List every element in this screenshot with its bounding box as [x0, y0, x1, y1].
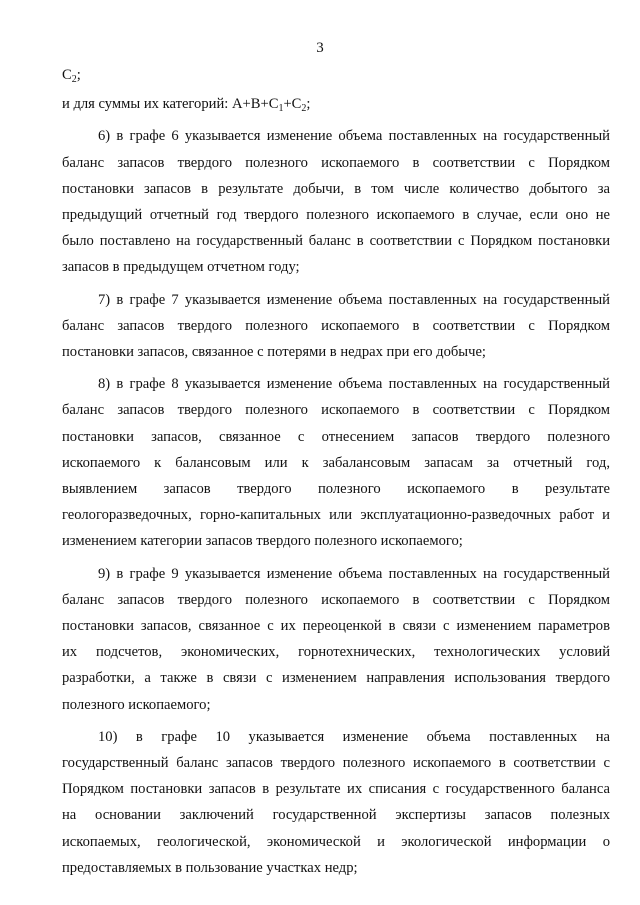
sum-subscript-1: 1	[278, 103, 284, 115]
paragraph-line: постановки запасов, связанное с потерями в недрах при его добыче;	[62, 344, 486, 361]
paragraph-line: полезного ископаемого;	[62, 696, 211, 713]
paragraph-line: предыдущий отчетный год твердого полезного ископаемого в случае, если оно не	[62, 207, 610, 224]
paragraph-line: разработки, а также в связи с изменением направления использования твердого	[62, 670, 610, 687]
paragraph-line: Порядком постановки запасов в результате их списания с государственного баланса	[62, 781, 610, 798]
paragraph-p10	[62, 724, 610, 881]
paragraph-line: на основании заключений государственной экспертизы запасов полезных	[62, 807, 610, 824]
paragraph-line: баланс запасов твердого полезного ископаемого в соответствии с Порядком	[62, 402, 610, 419]
paragraph-line: предоставляемых в пользование участках недр;	[62, 859, 358, 876]
paragraph-line: ископаемых, геологической, экономической и экологической информации о	[62, 833, 610, 850]
c2-subscript: 2	[71, 74, 77, 85]
sum-subscript-2: 2	[301, 103, 307, 115]
intro-sum-line	[62, 91, 610, 117]
paragraph-line: их подсчетов, экономических, горнотехнических, технологических условий	[62, 644, 610, 661]
paragraph-line: баланс запасов твердого полезного ископаемого в соответствии с Порядком	[62, 591, 610, 608]
paragraph-line: постановки запасов, связанное с их переоценкой в связи с изменением параметров	[62, 618, 610, 635]
paragraph-line: 9) в графе 9 указывается изменение объема поставленных на государственный	[98, 565, 610, 582]
intro-c2-line	[62, 62, 610, 88]
c2-prefix: C	[62, 67, 72, 83]
paragraph-p9	[62, 561, 610, 718]
paragraph-list	[62, 123, 610, 881]
paragraph-line: 8) в графе 8 указывается изменение объема поставленных на государственный	[98, 376, 610, 393]
paragraph-line: баланс запасов твердого полезного ископаемого в соответствии с Порядком	[62, 317, 610, 334]
paragraph-line: баланс запасов твердого полезного ископаемого в соответствии с Порядком	[62, 154, 610, 171]
page-number: 3	[316, 40, 324, 56]
paragraph-line: 10) в графе 10 указывается изменение объема поставленных на	[98, 728, 610, 745]
paragraph-line: было поставлено на государственный баланс в соответствии с Порядком постановки	[62, 233, 610, 250]
paragraph-line: 6) в графе 6 указывается изменение объема поставленных на государственный	[98, 128, 610, 145]
paragraph-p6	[62, 123, 610, 280]
paragraph-line: геологоразведочных, горно-капитальных или эксплуатационно-разведочных работ и	[62, 507, 610, 524]
paragraph-line: постановки запасов, связанное с отнесением запасов твердого полезного	[62, 428, 610, 445]
sum-end: ;	[306, 96, 311, 113]
paragraph-line: ископаемого к балансовым или к забалансовым запасам за отчетный год,	[62, 454, 610, 471]
paragraph-line: выявлением запасов твердого полезного ископаемого в результате	[62, 481, 610, 498]
paragraph-line: государственный баланс запасов твердого полезного ископаемого в соответствии с	[62, 755, 610, 772]
document-body	[62, 62, 610, 881]
paragraph-line: запасов в предыдущем отчетном году;	[62, 259, 300, 276]
paragraph-p8	[62, 371, 610, 554]
paragraph-line: изменением категории запасов твердого полезного ископаемого;	[62, 533, 463, 550]
paragraph-p7	[62, 287, 610, 366]
c2-suffix: ;	[76, 67, 81, 83]
paragraph-line: 7) в графе 7 указывается изменение объема поставленных на государственный	[98, 291, 610, 308]
sum-mid: +С	[283, 96, 302, 113]
paragraph-line: постановки запасов в результате добычи, в том числе количество добытого за	[62, 180, 610, 197]
sum-text: и для суммы их категорий: А+В+С	[62, 96, 279, 113]
